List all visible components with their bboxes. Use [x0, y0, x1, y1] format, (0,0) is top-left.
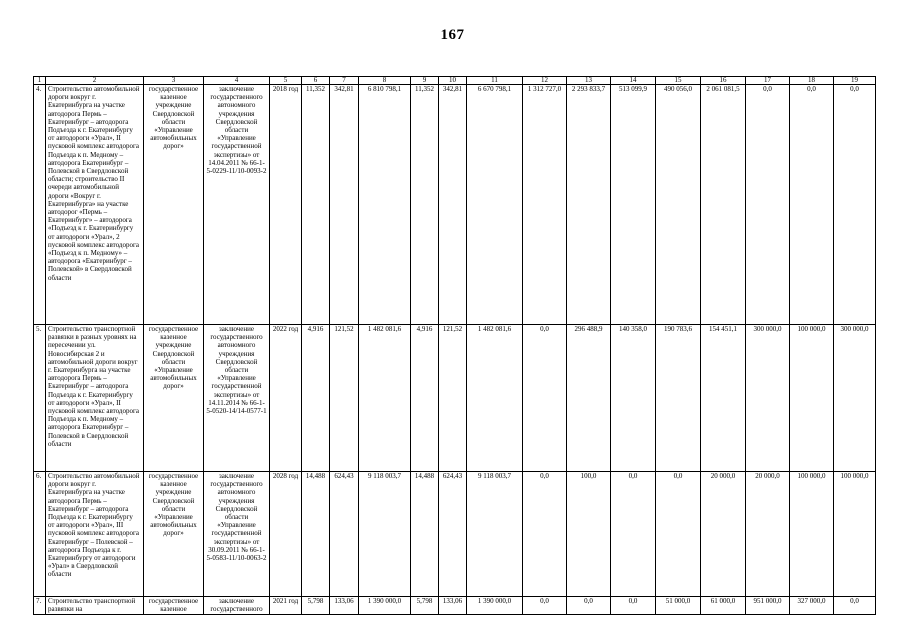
col-header: 7 — [330, 77, 359, 85]
cell-c17: 20 000,0 — [746, 472, 790, 597]
cell-c7: 121,52 — [330, 325, 359, 472]
cell-c8: 1 390 000,0 — [359, 597, 411, 615]
cell-c11: 1 482 081,6 — [467, 325, 523, 472]
cell-c6: 11,352 — [302, 85, 330, 325]
cell-c15: 190 783,6 — [656, 325, 701, 472]
cell-c9: 11,352 — [411, 85, 439, 325]
cell-c17: 951 000,0 — [746, 597, 790, 615]
cell-c15: 490 056,0 — [656, 85, 701, 325]
cell-c17: 0,0 — [746, 85, 790, 325]
row-number: 5. — [34, 325, 46, 472]
cell-c11: 1 390 000,0 — [467, 597, 523, 615]
col-header: 5 — [270, 77, 302, 85]
col-header: 8 — [359, 77, 411, 85]
column-number-row — [34, 77, 876, 85]
cell-c6: 5,798 — [302, 597, 330, 615]
year: 2028 год — [270, 472, 302, 597]
customer: государственное казенное — [144, 597, 204, 615]
cell-c14: 140 358,0 — [611, 325, 656, 472]
cell-c18: 0,0 — [790, 85, 834, 325]
table-row — [34, 597, 876, 615]
col-header: 19 — [834, 77, 876, 85]
row-number: 4. — [34, 85, 46, 325]
col-header: 17 — [746, 77, 790, 85]
cell-c8: 1 482 081,6 — [359, 325, 411, 472]
cell-c12: 0,0 — [523, 597, 567, 615]
cell-c19: 300 000,0 — [834, 325, 876, 472]
col-header: 9 — [411, 77, 439, 85]
cell-c9: 4,916 — [411, 325, 439, 472]
cell-c14: 0,0 — [611, 472, 656, 597]
cell-c16: 154 451,1 — [701, 325, 746, 472]
object-name: Строительство автомобильной дороги вокруг г. Екатеринбурга на участке автодорога Пермь – Екатеринбург – автодорога Подъезда к г. Екатеринбургу от автодороги «Урал», III пусковой комплекс автодорога Екатеринбург – Полевской – автодорога Подъезда к г. Екатеринбургу от автодороги «Урал» в Свердловской области — [46, 472, 144, 597]
col-header: 14 — [611, 77, 656, 85]
cell-c7: 624,43 — [330, 472, 359, 597]
table-row — [34, 85, 876, 325]
year: 2018 год — [270, 85, 302, 325]
col-header: 10 — [439, 77, 467, 85]
cell-c15: 51 000,0 — [656, 597, 701, 615]
cell-c16: 61 000,0 — [701, 597, 746, 615]
cell-c19: 0,0 — [834, 85, 876, 325]
cell-c10: 342,81 — [439, 85, 467, 325]
col-header: 18 — [790, 77, 834, 85]
customer: государственное казенное учреждение Свердловской области «Управление автомобильных дорог» — [144, 325, 204, 472]
expert-conclusion: заключение государственного автономного учреждения Свердловской области «Управление государственной экспертизы» от 14.04.2011 № 66-1-5-0229-11/10-0093-2 — [204, 85, 270, 325]
cell-c14: 513 099,9 — [611, 85, 656, 325]
cell-c10: 624,43 — [439, 472, 467, 597]
col-header: 11 — [467, 77, 523, 85]
col-header: 6 — [302, 77, 330, 85]
cell-c6: 4,916 — [302, 325, 330, 472]
cell-c9: 5,798 — [411, 597, 439, 615]
expert-conclusion: заключение государственного автономного учреждения Свердловской области «Управление государственной экспертизы» от 14.11.2014 № 66-1-5-0520-14/14-0577-1 — [204, 325, 270, 472]
expert-conclusion: заключение государственного автономного учреждения Свердловской области «Управление государственной экспертизы» от 30.09.2011 № 66-1-5-0583-11/10-0063-2 — [204, 472, 270, 597]
cell-c13: 296 488,9 — [567, 325, 611, 472]
cell-c10: 121,52 — [439, 325, 467, 472]
col-header: 3 — [144, 77, 204, 85]
cell-c13: 2 293 833,7 — [567, 85, 611, 325]
col-header: 16 — [701, 77, 746, 85]
cell-c18: 100 000,0 — [790, 472, 834, 597]
table-row — [34, 325, 876, 472]
object-name: Строительство автомобильной дороги вокруг г. Екатеринбурга на участке автодорога Пермь – Екатеринбург – автодорога Подъезда к г. Екатеринбургу от автодороги «Урал», II пусковой комплекс автодорога Подъезда к п. Медному – автодорога Екатеринбург – Полевской в Свердловской области; строительство II очереди автомобильной дороги «Вокруг г. Екатеринбурга» на участке автодорог «Пермь – Екатеринбург» – автодорога «Подъезд к г. Екатеринбургу от автодороги «Урал», 2 пусковой комплекс автодорога «Подъезд к п. Медному» – автодорога «Екатеринбург – Полевской» в Свердловской области — [46, 85, 144, 325]
year: 2021 год — [270, 597, 302, 615]
investment-table — [33, 76, 876, 615]
cell-c7: 342,81 — [330, 85, 359, 325]
cell-c16: 2 061 081,5 — [701, 85, 746, 325]
customer: государственное казенное учреждение Свердловской области «Управление автомобильных дорог» — [144, 472, 204, 597]
object-name: Строительство транспортной развязки в разных уровнях на пересечении ул. Новосибирская 2 и автомобильной дороги вокруг г. Екатеринбурга на участке автодорога Пермь – Екатеринбург – автодорога Подъезда к г. Екатеринбургу от автодороги «Урал», II пусковой комплекс автодорога Подъезда к п. Медному – автодорога Екатеринбург – Полевской в Свердловской области — [46, 325, 144, 472]
cell-c9: 14,488 — [411, 472, 439, 597]
cell-c6: 14,488 — [302, 472, 330, 597]
col-header: 4 — [204, 77, 270, 85]
year: 2022 год — [270, 325, 302, 472]
object-name: Строительство транспортной развязки на — [46, 597, 144, 615]
cell-c16: 20 000,0 — [701, 472, 746, 597]
col-header: 12 — [523, 77, 567, 85]
page-number: 167 — [440, 27, 465, 43]
customer: государственное казенное учреждение Свердловской области «Управление автомобильных дорог» — [144, 85, 204, 325]
cell-c12: 0,0 — [523, 325, 567, 472]
cell-c8: 9 118 003,7 — [359, 472, 411, 597]
cell-c12: 1 312 727,0 — [523, 85, 567, 325]
cell-c19: 100 000,0 — [834, 472, 876, 597]
table-row — [34, 472, 876, 597]
col-header: 1 — [34, 77, 46, 85]
cell-c8: 6 810 798,1 — [359, 85, 411, 325]
cell-c14: 0,0 — [611, 597, 656, 615]
cell-c11: 6 670 798,1 — [467, 85, 523, 325]
cell-c13: 100,0 — [567, 472, 611, 597]
cell-c12: 0,0 — [523, 472, 567, 597]
cell-c13: 0,0 — [567, 597, 611, 615]
cell-c18: 327 000,0 — [790, 597, 834, 615]
col-header: 15 — [656, 77, 701, 85]
row-number: 7. — [34, 597, 46, 615]
col-header: 2 — [46, 77, 144, 85]
cell-c11: 9 118 003,7 — [467, 472, 523, 597]
cell-c17: 300 000,0 — [746, 325, 790, 472]
cell-c7: 133,06 — [330, 597, 359, 615]
cell-c18: 100 000,0 — [790, 325, 834, 472]
col-header: 13 — [567, 77, 611, 85]
row-number: 6. — [34, 472, 46, 597]
cell-c19: 0,0 — [834, 597, 876, 615]
cell-c15: 0,0 — [656, 472, 701, 597]
cell-c10: 133,06 — [439, 597, 467, 615]
expert-conclusion: заключение государственного — [204, 597, 270, 615]
